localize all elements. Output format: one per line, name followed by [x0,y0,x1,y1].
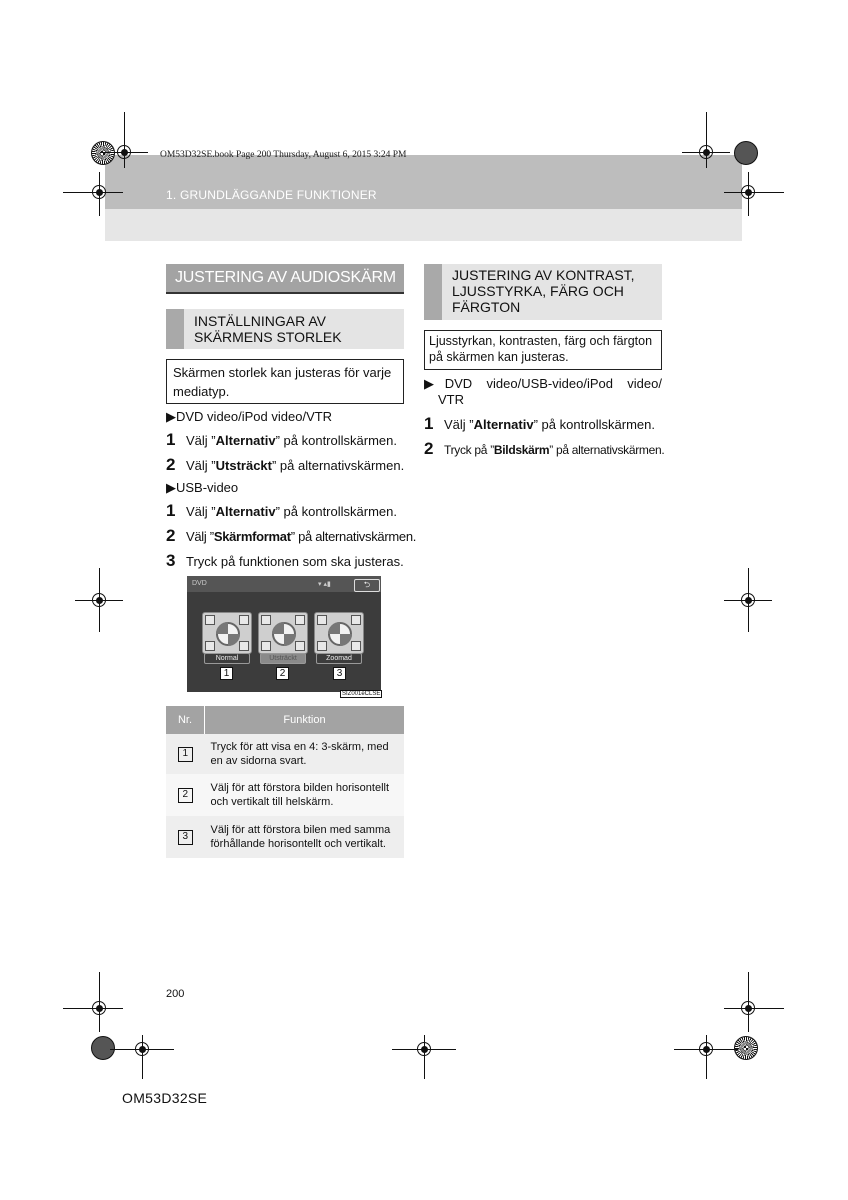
row-number: 3 [178,830,193,845]
right-heading-line2: LJUSSTYRKA, FÄRG OCH [452,283,624,299]
step-number: 2 [166,455,176,474]
step-number: 3 [166,551,176,570]
screen-source-label: DVD [192,580,207,587]
right-intro-box [424,330,662,370]
right-intro-line1: Ljusstyrkan, kontrasten, färg och färgton [429,334,653,348]
step-item: 1 Välj ”Alternativ” på kontrollskärmen. [166,501,397,520]
right-intro-line2: på skärmen kan justeras. [429,350,569,364]
row-text: Tryck för att visa en 4: 3-skärm, med en av sidorna svart. [205,734,405,774]
table-header-row [166,706,404,734]
title-underline [166,292,404,294]
subsection-heading-line2: SKÄRMENS STORLEK [194,329,342,345]
row-text: Välj för att förstora bilen med samma förhållande horisontellt och vertikalt. [205,816,405,858]
right-group-heading: ▶DVD video/USB-video/iPod video/ VTR [424,376,662,407]
intro-line2: mediatyp. [173,384,230,399]
callout-number: 1 [220,667,233,680]
function-table [166,706,404,858]
column-header-nr: Nr. [166,706,205,734]
document-code: OM53D32SE [122,1090,208,1106]
page-number: 200 [166,988,185,1000]
callout-number: 3 [333,667,346,680]
table-row [166,734,404,774]
heading-bar [166,309,184,349]
subsection-heading [166,309,404,349]
step-item: 2 Välj ”Utsträckt” på alternativskärmen. [166,455,405,474]
table-row [166,774,404,816]
step-item: 2 Välj ”Skärmformat” på alternativskärmen. [166,526,417,545]
step-item: 3 Tryck på funktionen som ska justeras. [166,551,404,570]
intro-line1: Skärmen storlek kan justeras för varje [173,365,392,380]
zoom-thumbnail [314,612,364,654]
callout-number: 2 [276,667,289,680]
option-label: Alternativ [215,433,276,448]
step-item: 1 Välj ”Alternativ” på kontrollskärmen. [166,430,397,449]
step-number: 1 [424,414,434,433]
stretch-thumbnail [258,612,308,654]
row-number: 1 [178,747,193,762]
screen-status-bar [187,576,381,592]
step-number: 2 [166,526,176,545]
group-heading-dvd: ▶DVD video/iPod video/VTR [166,409,333,424]
right-heading-line1: JUSTERING AV KONTRAST, [452,267,635,283]
option-label: Alternativ [473,417,534,432]
option-label: Utsträckt [215,458,272,473]
option-label: Alternativ [215,504,276,519]
intro-box [166,359,404,404]
option-label: Skärmformat [213,529,291,544]
column-header-function: Funktion [205,706,405,734]
section-title: JUSTERING AV AUDIOSKÄRM [166,264,404,292]
group-heading-usb: ▶USB-video [166,480,239,495]
right-section-heading [424,264,662,320]
row-number: 2 [178,788,193,803]
row-text: Välj för att förstora bilden horisontellt och vertikalt till helskärm. [205,774,405,816]
signal-icon: ▾ ▴▮ [318,581,331,588]
right-heading-line3: FÄRGTON [452,299,521,315]
image-code: SIZ001eCLSE [342,691,381,697]
header-band-lower [105,209,742,241]
step-number: 1 [166,430,176,449]
zoom-button: Zoomad [316,653,362,664]
step-number: 2 [424,439,434,458]
step-item: 2 Tryck på ”Bildskärm” på alternativskärmen. [424,439,665,458]
subsection-heading-line1: INSTÄLLNINGAR AV [194,313,327,329]
normal-thumbnail [202,612,252,654]
normal-button: Normal [204,653,250,664]
heading-bar [424,264,442,320]
file-info: OM53D32SE.book Page 200 Thursday, August 6, 2015 3:24 PM [160,150,407,160]
back-button: ⮌ [354,579,380,592]
section-breadcrumb: 1. GRUNDLÄGGANDE FUNKTIONER [166,188,377,202]
table-row [166,816,404,858]
stretch-button: Utsträckt [260,653,306,664]
option-label: Bildskärm [493,443,550,457]
step-number: 1 [166,501,176,520]
step-item: 1 Välj ”Alternativ” på kontrollskärmen. [424,414,655,433]
